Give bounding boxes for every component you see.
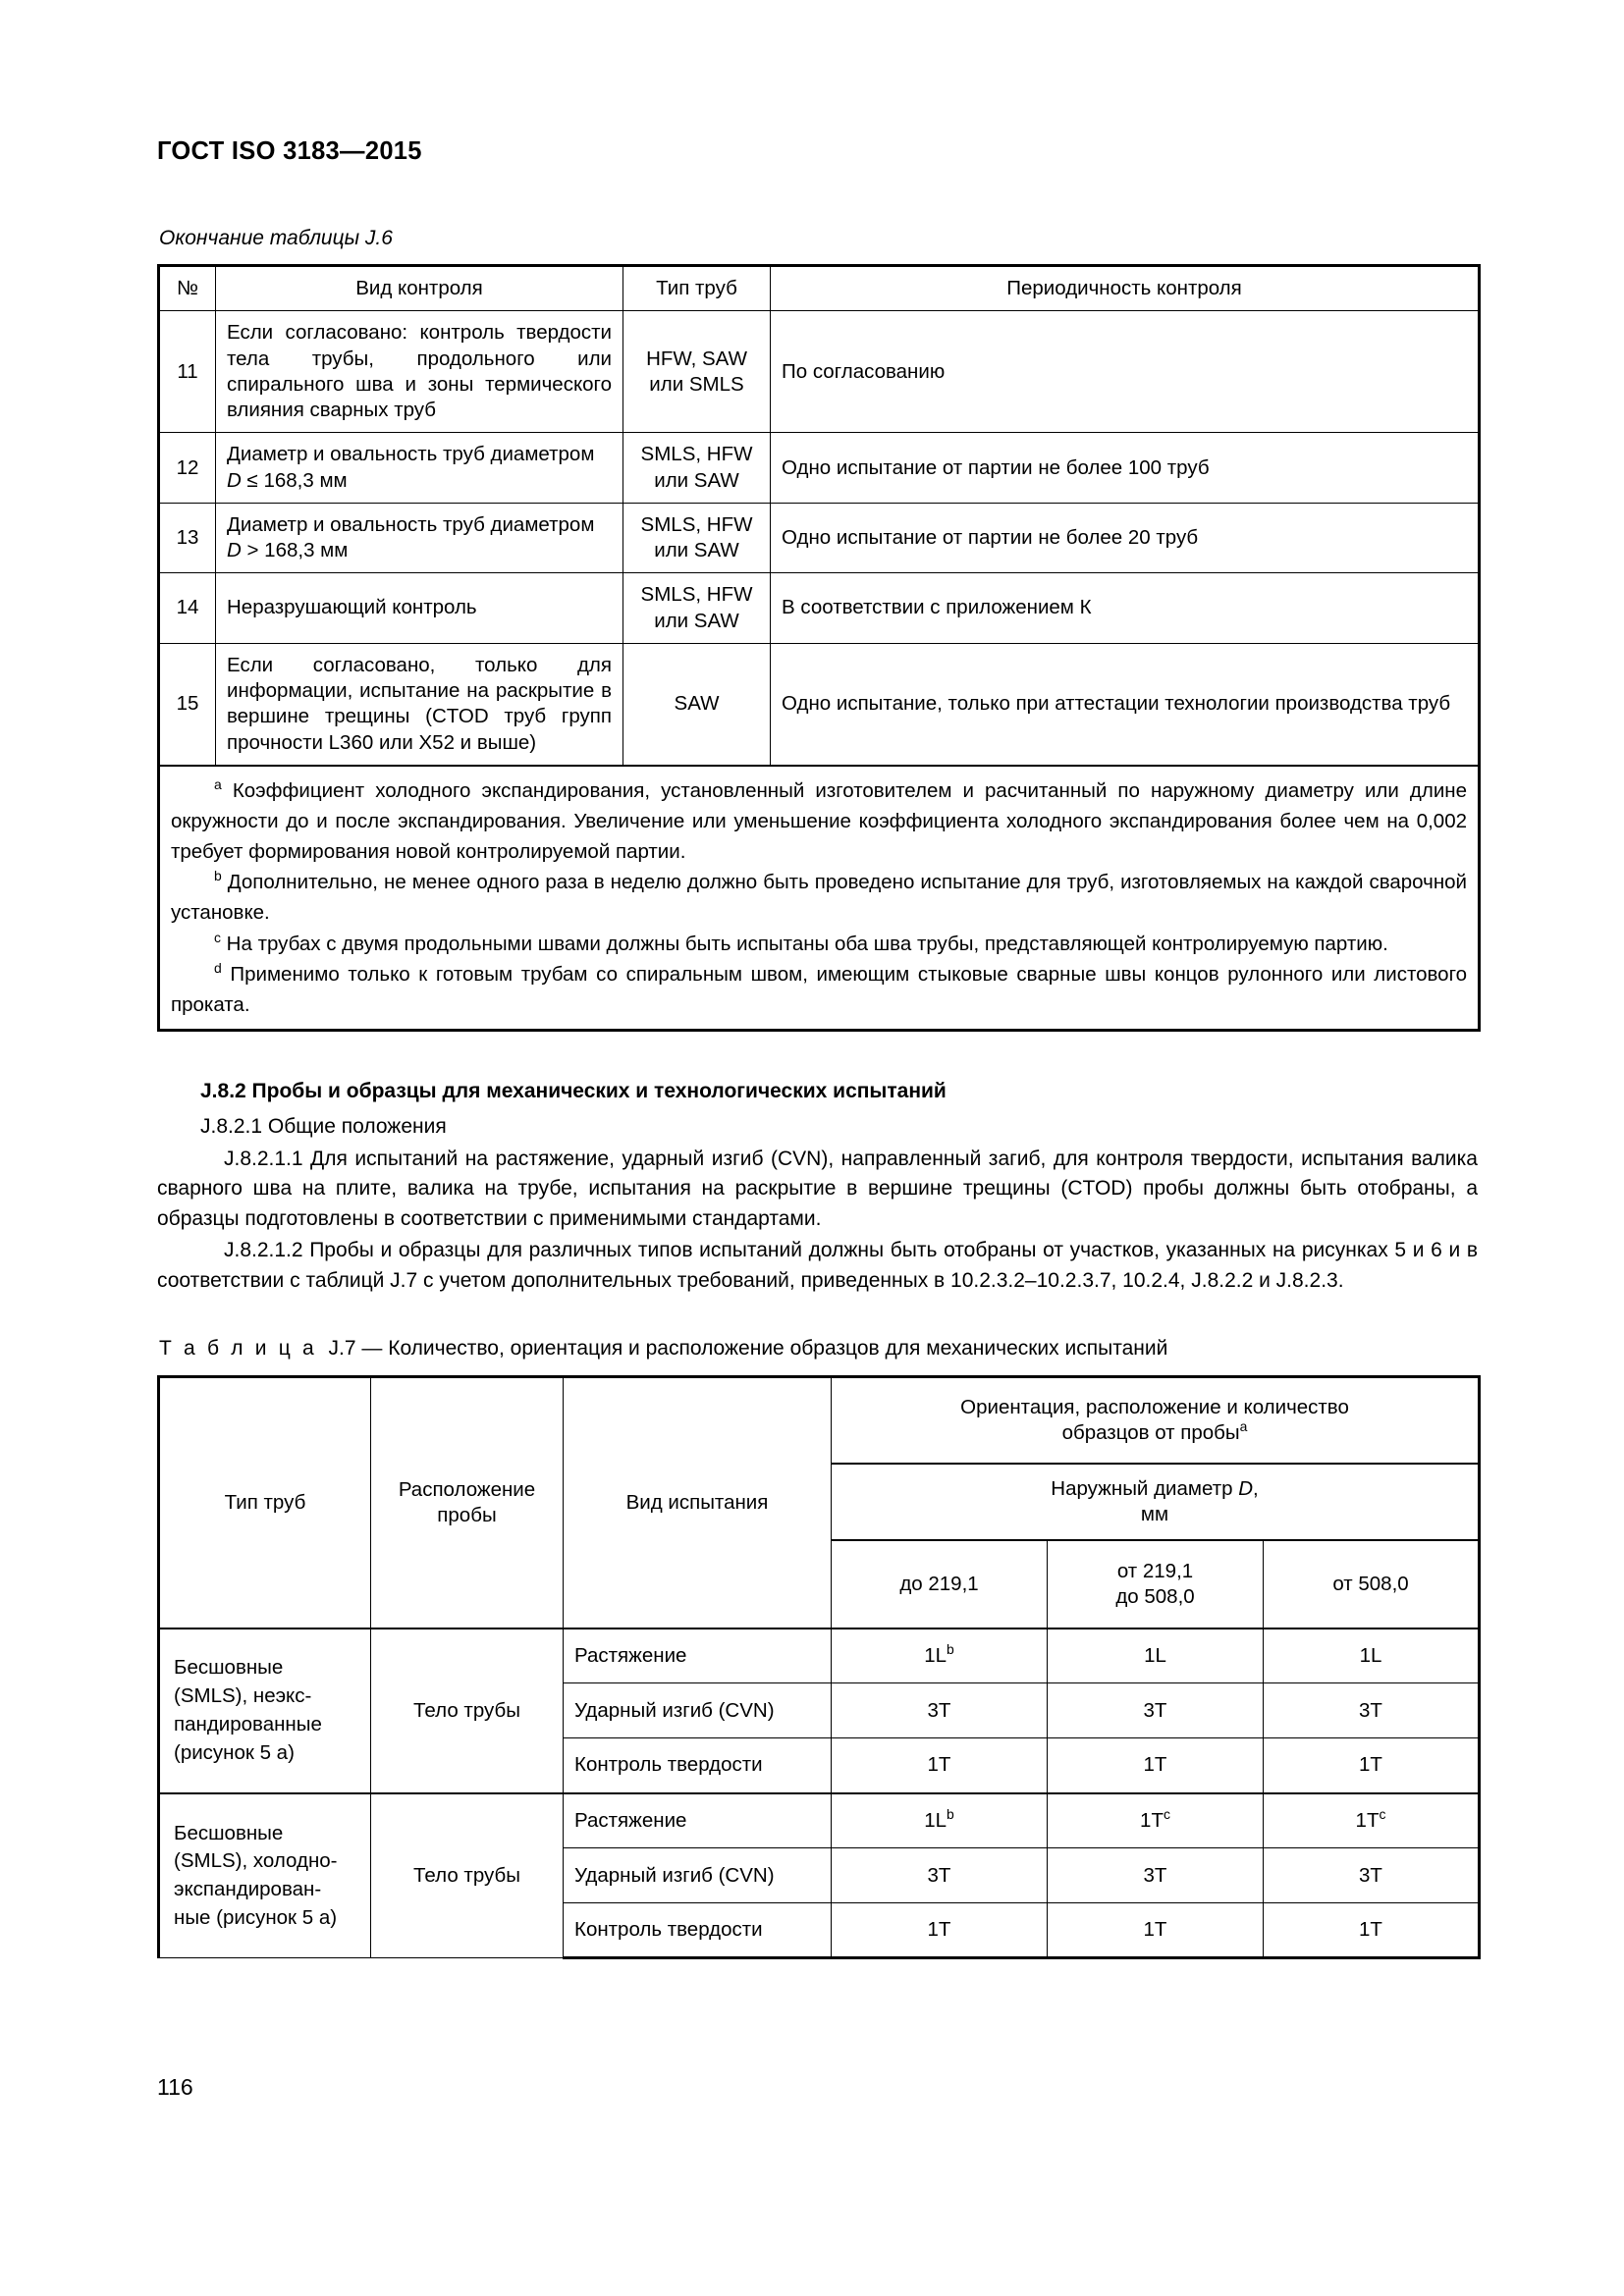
test-value-range3: 3T xyxy=(1264,1683,1480,1738)
test-value-range3: 1T xyxy=(1264,1903,1480,1958)
row-kind xyxy=(216,503,623,572)
row-kind: Неразрушающий контроль xyxy=(216,573,623,643)
pipe-type-line4: (рисунок 5 а) xyxy=(174,1740,295,1764)
row-frequency: По согласованию xyxy=(771,311,1480,433)
pipe-type-line4: ные (рисунок 5 а) xyxy=(174,1905,338,1929)
row-frequency: В соответствии с приложением К xyxy=(771,573,1480,643)
test-value: 1L xyxy=(924,1808,947,1832)
row-type xyxy=(623,503,771,572)
table-j7-group-header xyxy=(832,1377,1480,1464)
table-j7-col-pipe-type: Тип труб xyxy=(159,1377,371,1629)
table-j6-footnotes-row xyxy=(159,766,1480,1031)
test-value-range2 xyxy=(1048,1793,1264,1848)
table-j7-caption-text: Количество, ориентация и расположение образцов для механических испытаний xyxy=(388,1337,1168,1361)
range-2-line1: от 219,1 xyxy=(1116,1559,1194,1582)
test-name: Контроль твердости xyxy=(564,1738,832,1793)
table-row xyxy=(159,311,1480,433)
row-number: 13 xyxy=(159,503,216,572)
col-sample-line2: пробы xyxy=(437,1504,497,1527)
row-type-line1: SMLS, HFW xyxy=(640,583,753,607)
test-value: 1T xyxy=(1140,1808,1164,1832)
row-frequency: Одно испытание от партии не более 20 труб xyxy=(771,503,1480,572)
col-sample-line1: Расположение xyxy=(398,1477,536,1501)
test-value-footnote: b xyxy=(947,1806,954,1823)
table-j7-caption-number: J.7 xyxy=(328,1337,356,1361)
table-j7-col-test-kind: Вид испытания xyxy=(564,1377,832,1629)
table-j7-range-3: от 508,0 xyxy=(1264,1540,1480,1629)
row-frequency: Одно испытание от партии не более 100 труб xyxy=(771,433,1480,503)
test-value: 1L xyxy=(1144,1643,1166,1667)
table-j6-col-no: № xyxy=(159,266,216,311)
row-number: 11 xyxy=(159,311,216,433)
row-type: SAW xyxy=(623,643,771,765)
row-type-line2: или SAW xyxy=(654,539,739,562)
table-j6-footnotes xyxy=(159,766,1480,1031)
row-type xyxy=(623,433,771,503)
section-j82 xyxy=(157,1077,1478,1296)
test-value-range1 xyxy=(832,1793,1048,1848)
test-name: Ударный изгиб (CVN) xyxy=(564,1683,832,1738)
row-type-line2: или SMLS xyxy=(649,372,744,396)
pipe-type-cell xyxy=(159,1629,371,1793)
row-kind-line1: Диаметр и овальность труб диаметром xyxy=(227,512,595,536)
row-number: 12 xyxy=(159,433,216,503)
range-2-line2: до 508,0 xyxy=(1115,1584,1195,1608)
test-value-range1: 3T xyxy=(832,1848,1048,1903)
footnote-a xyxy=(171,775,1467,867)
test-value-range1: 1T xyxy=(832,1738,1048,1793)
document-header: ГОСТ ISO 3183—2015 xyxy=(157,137,422,165)
table-row xyxy=(159,433,1480,503)
table-j6-col-frequency: Периодичность контроля xyxy=(771,266,1480,311)
table-j7-caption-dash: — xyxy=(361,1337,383,1361)
test-value-range3: 1T xyxy=(1264,1738,1480,1793)
page-content xyxy=(157,137,1478,1959)
sample-location-cell: Тело трубы xyxy=(371,1793,564,1958)
section-paragraph-2: J.8.2.1.2 Пробы и образцы для различных типов испытаний должны быть отобраны от участков, указанных на рисунках 5 и 6 и в соответствии с таблицй J.7 с учетом дополнительных требований, приведенных в 10.2.3.2–10.2.3.7, 10.2.4, J.8.2.2 и J.8.2.3. xyxy=(157,1239,1478,1292)
pipe-type-line2: (SMLS), холодно- xyxy=(174,1849,338,1873)
test-value-range1 xyxy=(832,1629,1048,1683)
test-value-range3 xyxy=(1264,1793,1480,1848)
test-name: Растяжение xyxy=(564,1629,832,1683)
test-name: Ударный изгиб (CVN) xyxy=(564,1848,832,1903)
pipe-type-line2: (SMLS), неэкс- xyxy=(174,1684,312,1708)
page-number: 116 xyxy=(157,2074,193,2100)
row-kind-variable: D xyxy=(227,539,242,562)
test-value-range3 xyxy=(1264,1629,1480,1683)
footnote-text-a: Коэффициент холодного экспандирования, установленный изготовителем и расчитанный по наружному диаметру или длине окружности до и после экспандирования. Увеличение или уменьшение коэффициента холодного экспандирования более чем на 0,002 требует формирования новой контролируемой партии. xyxy=(171,778,1467,864)
footnote-marker-b: b xyxy=(214,868,222,884)
test-value-footnote: c xyxy=(1379,1806,1386,1823)
test-value-range1: 3T xyxy=(832,1683,1048,1738)
table-j7-range-2 xyxy=(1048,1540,1264,1629)
table-j6-col-kind: Вид контроля xyxy=(216,266,623,311)
row-kind: Если согласовано, только для информации, испытание на раскрытие в вершине трещины (CTOD труб групп прочности L360 или X52 и выше) xyxy=(216,643,623,765)
footnote-text-b: Дополнительно, не менее одного раза в неделю должно быть проведено испытание для труб, изготовляемых на каждой сварочной установке. xyxy=(171,871,1467,925)
test-value-range1: 1T xyxy=(832,1903,1048,1958)
table-row xyxy=(159,573,1480,643)
test-name: Растяжение xyxy=(564,1793,832,1848)
diameter-unit: мм xyxy=(1140,1502,1169,1525)
footnote-text-d: Применимо только к готовым трубам со спиральным швом, имеющим стыковые сварные швы концов рулонного или листового проката. xyxy=(171,962,1468,1016)
test-value-range2: 1T xyxy=(1048,1903,1264,1958)
row-kind-line2: > 168,3 мм xyxy=(241,539,349,562)
table-j7-range-1: до 219,1 xyxy=(832,1540,1048,1629)
pipe-type-line3: экспандирован- xyxy=(174,1878,322,1901)
test-value-range2: 3T xyxy=(1048,1848,1264,1903)
pipe-type-line3: пандированные xyxy=(174,1712,322,1735)
diameter-label-a: Наружный диаметр xyxy=(1051,1476,1239,1500)
test-value-range2: 1T xyxy=(1048,1738,1264,1793)
test-name: Контроль твердости xyxy=(564,1903,832,1958)
table-j6 xyxy=(157,264,1481,1032)
footnote-marker-a: a xyxy=(214,775,222,792)
table-row xyxy=(159,1793,1480,1848)
group-header-footnote: a xyxy=(1239,1418,1248,1435)
pipe-type-line1: Бесшовные xyxy=(174,1821,284,1844)
table-j7-header-row-1 xyxy=(159,1377,1480,1464)
pipe-type-cell xyxy=(159,1793,371,1958)
test-value-footnote: c xyxy=(1163,1806,1170,1823)
table-j7-caption xyxy=(159,1335,1478,1362)
row-type-line1: SMLS, HFW xyxy=(640,443,753,466)
table-j6-continuation-caption: Окончание таблицы J.6 xyxy=(159,227,393,250)
row-type-line1: HFW, SAW xyxy=(646,347,747,370)
test-value: 1L xyxy=(1359,1643,1382,1667)
pipe-type-line1: Бесшовные xyxy=(174,1656,284,1680)
group-header-line2: образцов от пробы xyxy=(1061,1421,1240,1445)
table-j7-col-sample-location xyxy=(371,1377,564,1629)
test-value-footnote: b xyxy=(947,1641,954,1658)
sample-location-cell: Тело трубы xyxy=(371,1629,564,1793)
test-value-range2: 3T xyxy=(1048,1683,1264,1738)
test-value-range3: 3T xyxy=(1264,1848,1480,1903)
table-j7-diameter-header xyxy=(832,1464,1480,1540)
table-row xyxy=(159,643,1480,765)
section-subheading: J.8.2.1 Общие положения xyxy=(200,1115,447,1139)
diameter-label-b: , xyxy=(1253,1476,1259,1500)
footnote-b xyxy=(171,867,1467,928)
row-number: 14 xyxy=(159,573,216,643)
test-value-range2 xyxy=(1048,1629,1264,1683)
row-kind-variable: D xyxy=(227,468,242,492)
row-kind xyxy=(216,433,623,503)
section-heading: J.8.2 Пробы и образцы для механических и технологических испытаний xyxy=(200,1080,947,1102)
row-type xyxy=(623,573,771,643)
diameter-variable: D xyxy=(1238,1476,1253,1500)
row-number: 15 xyxy=(159,643,216,765)
row-type xyxy=(623,311,771,433)
table-j7-caption-label: Т а б л и ц а xyxy=(159,1337,317,1361)
table-j6-header-row xyxy=(159,266,1480,311)
footnote-c xyxy=(171,929,1467,959)
row-type-line2: или SAW xyxy=(654,468,739,492)
row-kind: Если согласовано: контроль твердости тела трубы, продольного или спирального шва и зоны термического влияния сварных труб xyxy=(216,311,623,433)
section-paragraph-1: J.8.2.1.1 Для испытаний на растяжение, ударный изгиб (CVN), направленный загиб, для контроля твердости, испытания валика сварного шва на плите, валика на трубе, испытания на раскрытие в вершине трещины (CTOD) пробы должны быть отобраны, а образцы подготовлены в соответствии с применимыми стандартами. xyxy=(157,1147,1478,1230)
row-kind-line2: ≤ 168,3 мм xyxy=(241,468,348,492)
table-row xyxy=(159,1629,1480,1683)
row-frequency: Одно испытание, только при аттестации технологии производства труб xyxy=(771,643,1480,765)
table-j6-col-type: Тип труб xyxy=(623,266,771,311)
test-value: 1T xyxy=(1355,1808,1380,1832)
footnote-marker-d: d xyxy=(214,959,222,976)
test-value: 1L xyxy=(924,1643,947,1667)
row-type-line1: SMLS, HFW xyxy=(640,512,753,536)
row-type-line2: или SAW xyxy=(654,609,739,632)
footnote-marker-c: c xyxy=(214,929,221,945)
row-kind-line1: Диаметр и овальность труб диаметром xyxy=(227,443,595,466)
table-j7 xyxy=(157,1375,1481,1959)
footnote-text-c: На трубах с двумя продольными швами должны быть испытаны оба шва трубы, представляющей контролируемую партию. xyxy=(226,932,1388,955)
footnote-d xyxy=(171,959,1467,1020)
table-row xyxy=(159,503,1480,572)
group-header-line1: Ориентация, расположение и количество xyxy=(960,1395,1349,1418)
